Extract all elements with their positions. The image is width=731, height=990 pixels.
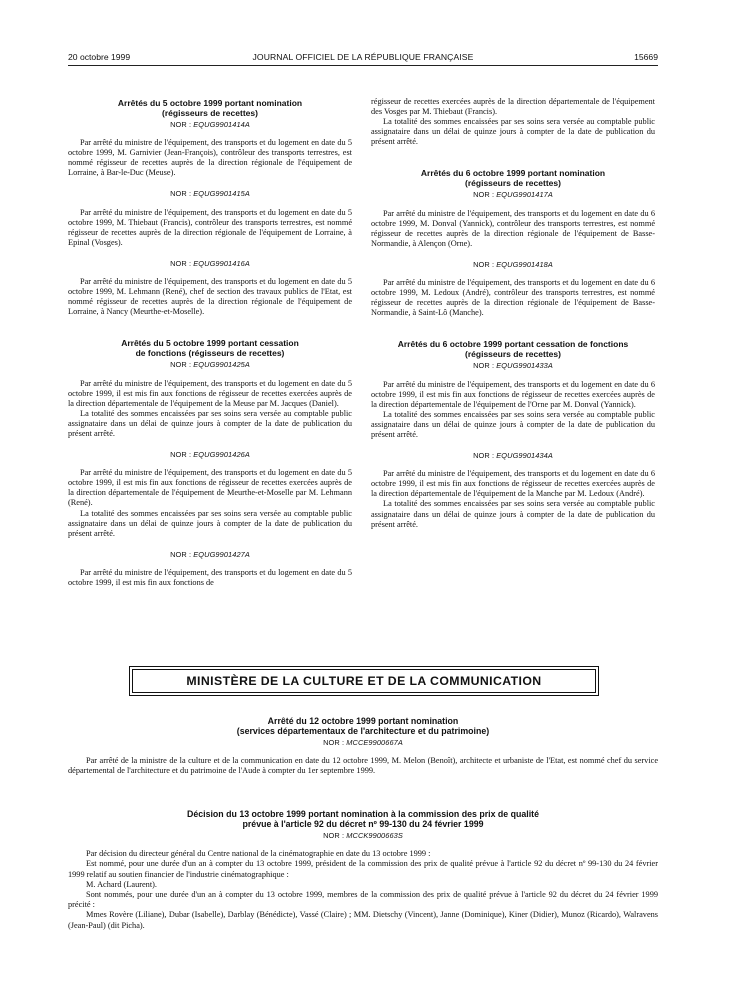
nor-label: NOR : [473,190,495,200]
title-line: (régisseurs de recettes) [465,178,561,189]
nor-reference [68,189,352,199]
section-title [68,338,352,358]
paragraph: Par décision du directeur général du Centre national de la cinématographie en date du 13 octobre 1999 : [86,849,431,859]
title-line: de fonctions (régisseurs de recettes) [135,348,285,359]
nor-code: EQUG9901414A [193,120,250,129]
title-line: Décision du 13 octobre 1999 portant nomination à la commission des prix de qualité [187,809,539,819]
nor-label: NOR : [323,831,345,840]
nor-code: EQUG9901427A [193,549,250,559]
nor-reference [371,190,655,200]
section-title [68,98,352,118]
paragraph: La totalité des sommes encaissées par ses soins sera versée au comptable public assignataire dans un délai de quinze jours à compter de la date de publication du présent arrêté. [68,408,352,438]
nor-code: EQUG9901415A [193,189,250,199]
nor-label: NOR : [170,549,192,559]
title-line: (services départementaux de l'architecture et du patrimoine) [236,726,490,736]
ministry-heading: MINISTÈRE DE LA CULTURE ET DE LA COMMUNICATION [132,669,596,693]
header-rule [68,65,658,66]
paragraph: régisseur de recettes exercées auprès de la direction départementale de l'équipement des Vosges par M. Thiebaut (Francis). [371,97,655,117]
journal-title: JOURNAL OFFICIEL DE LA RÉPUBLIQUE FRANÇAISE [252,52,474,62]
culture-section-1 [68,716,658,777]
title-line: Arrêté du 12 octobre 1999 portant nomination [267,716,459,726]
paragraph: Par arrêté du ministre de l'équipement, des transports et du logement en date du 6 octobre 1999, M. Donval (Yannick), contrôleur des transports terrestres, est nommé régisseur de recettes auprès de la direction régionale de l'équipement de Basse-Normandie, à Alençon (Orne). [371,208,655,248]
nor-reference [371,451,655,461]
nor-label: NOR : [170,450,192,460]
title-line: Arrêtés du 5 octobre 1999 portant cessation [121,338,299,349]
nor-reference [68,831,658,841]
paragraph: La totalité des sommes encaissées par ses soins sera versée au comptable public assignataire dans un délai de quinze jours à compter de la date de publication du présent arrêté. [371,409,655,439]
right-column [371,97,655,539]
title-line: Arrêtés du 6 octobre 1999 portant nomination [420,168,606,179]
paragraph: La totalité des sommes encaissées par ses soins sera versée au comptable public assignataire dans un délai de quinze jours à compter de la date de publication du présent arrêté. [371,499,655,529]
paragraph: Par arrêté du ministre de l'équipement, des transports et du logement en date du 5 octobre 1999, M. Lehmann (René), chef de section des travaux publics de l'Etat, est nommé régisseur de recettes auprès de la direction régionale de l'équipement de Lorraine, à Nancy (Meurthe-et-Moselle). [68,277,352,317]
culture-section-2 [68,809,658,931]
nor-reference [68,360,352,370]
paragraph: Par arrêté du ministre de l'équipement, des transports et du logement en date du 6 octobre 1999, M. Ledoux (André), contrôleur des transports terrestres, est nommé régisseur de recettes auprès de la direction régionale de l'équipement de Basse-Normandie, à Saint-Lô (Manche). [371,278,655,318]
section-title [371,339,655,359]
paragraph: Par arrêté du ministre de l'équipement, des transports et du logement en date du 5 octobre 1999, M. Garnivier (Jean-François), contrôleur des transports terrestres, est nommé régisseur de recettes auprès de la direction régionale de l'équipement de Lorraine, à Bar-le-Duc (Meuse). [68,138,352,178]
paragraph: Par arrêté de la ministre de la culture et de la communication en date du 12 octobre 1999, M. Melon (Benoît), architecte et urbaniste de l'Etat, est nommé chef du service départemental de l'architecture et du patrimoine de l'Aude à compter du 1er septembre 1999. [68,756,658,776]
left-column [68,98,352,597]
nor-code: EQUG9901426A [193,450,250,460]
title-line: Arrêtés du 6 octobre 1999 portant cessation de fonctions [397,339,629,350]
paragraph: Par arrêté du ministre de l'équipement, des transports et du logement en date du 6 octobre 1999, il est mis fin aux fonctions de régisseur de recettes exercées auprès de la direction départementale de l'équipement de l'Orne par M. Donval (Yannick). [371,379,655,409]
paragraph: Par arrêté du ministre de l'équipement, des transports et du logement en date du 5 octobre 1999, il est mis fin aux fonctions de [68,567,352,587]
paragraph: M. Achard (Laurent). [86,879,157,889]
nor-label: NOR : [170,360,192,370]
nor-reference [68,550,352,560]
nor-code: MCCE9900667A [346,738,403,747]
nor-label: NOR : [473,451,495,461]
nor-code: EQUG9901418A [496,259,553,269]
title-line: prévue à l'article 92 du décret nº 99-130 du 24 février 1999 [242,819,484,829]
title-line: (régisseurs de recettes) [162,108,258,118]
page-number: 15669 [634,52,658,62]
paragraph: Sont nommés, pour une durée d'un an à compter du 13 octobre 1999, membres de la commission des prix de qualité prévue à l'article 92 du décret du 24 février 1999 précité : [68,890,658,910]
nor-reference [68,259,352,269]
nor-label: NOR : [473,259,495,269]
section-title [68,809,658,829]
paragraph: Par arrêté du ministre de l'équipement, des transports et du logement en date du 5 octobre 1999, il est mis fin aux fonctions de régisseur de recettes exercées auprès de la direction départementale de l'équipement de la Meuse par M. Jacques (Daniel). [68,378,352,408]
paragraph: Mmes Rovère (Liliane), Dubar (Isabelle), Darblay (Bénédicte), Vassé (Claire) ; MM. Dietschy (Vincent), Janne (Dominique), Kiner (Didier), Munoz (Ricardo), Walravens (Jean-Paul) (dit Picha). [68,910,658,930]
nor-reference [68,450,352,460]
nor-label: NOR : [170,120,192,129]
paragraph: Par arrêté du ministre de l'équipement, des transports et du logement en date du 6 octobre 1999, il est mis fin aux fonctions de régisseur de recettes exercées auprès de la direction départementale de l'équipement de la Manche par M. Ledoux (André). [371,469,655,499]
paragraph: Par arrêté du ministre de l'équipement, des transports et du logement en date du 5 octobre 1999, il est mis fin aux fonctions de régisseur de recettes exercées auprès de la direction départementale de l'équipement de Meurthe-et-Moselle par M. Lehmann (René). [68,468,352,508]
paragraph: Par arrêté du ministre de l'équipement, des transports et du logement en date du 5 octobre 1999, M. Thiebaut (Francis), contrôleur des transports terrestres, est nommé régisseur de recettes auprès de la direction régionale de l'équipement de Lorraine, à Epinal (Vosges). [68,207,352,247]
nor-code: EQUG9901417A [496,190,553,200]
nor-label: NOR : [170,189,192,199]
nor-reference [371,361,655,371]
paragraph: La totalité des sommes encaissées par ses soins sera versée au comptable public assignataire dans un délai de quinze jours à compter de la date de publication du présent arrêté. [371,117,655,147]
nor-code: EQUG9901434A [496,451,553,461]
title-line: (régisseurs de recettes) [465,349,561,360]
nor-label: NOR : [170,258,192,268]
section-title [371,168,655,188]
nor-reference [68,738,658,748]
paragraph: La totalité des sommes encaissées par ses soins sera versée au comptable public assignataire dans un délai de quinze jours à compter de la date de publication du présent arrêté. [68,508,352,538]
title-line: Arrêtés du 5 octobre 1999 portant nomination [117,98,303,108]
nor-label: NOR : [473,361,495,371]
nor-reference [68,120,352,130]
section-title [68,716,658,736]
nor-reference [371,260,655,270]
nor-code: MCCK9900663S [346,831,403,840]
paragraph: Est nommé, pour une durée d'un an à compter du 13 octobre 1999, président de la commission des prix de qualité prévue à l'article 92 du décret nº 99-130 du 24 février 1999 relatif au soutien financier de l'industrie cinématographique : [68,859,658,879]
header-date: 20 octobre 1999 [68,52,131,62]
nor-code: EQUG9901433A [496,361,553,371]
nor-label: NOR : [323,738,345,747]
nor-code: EQUG9901416A [193,258,250,268]
nor-code: EQUG9901425A [193,360,250,370]
